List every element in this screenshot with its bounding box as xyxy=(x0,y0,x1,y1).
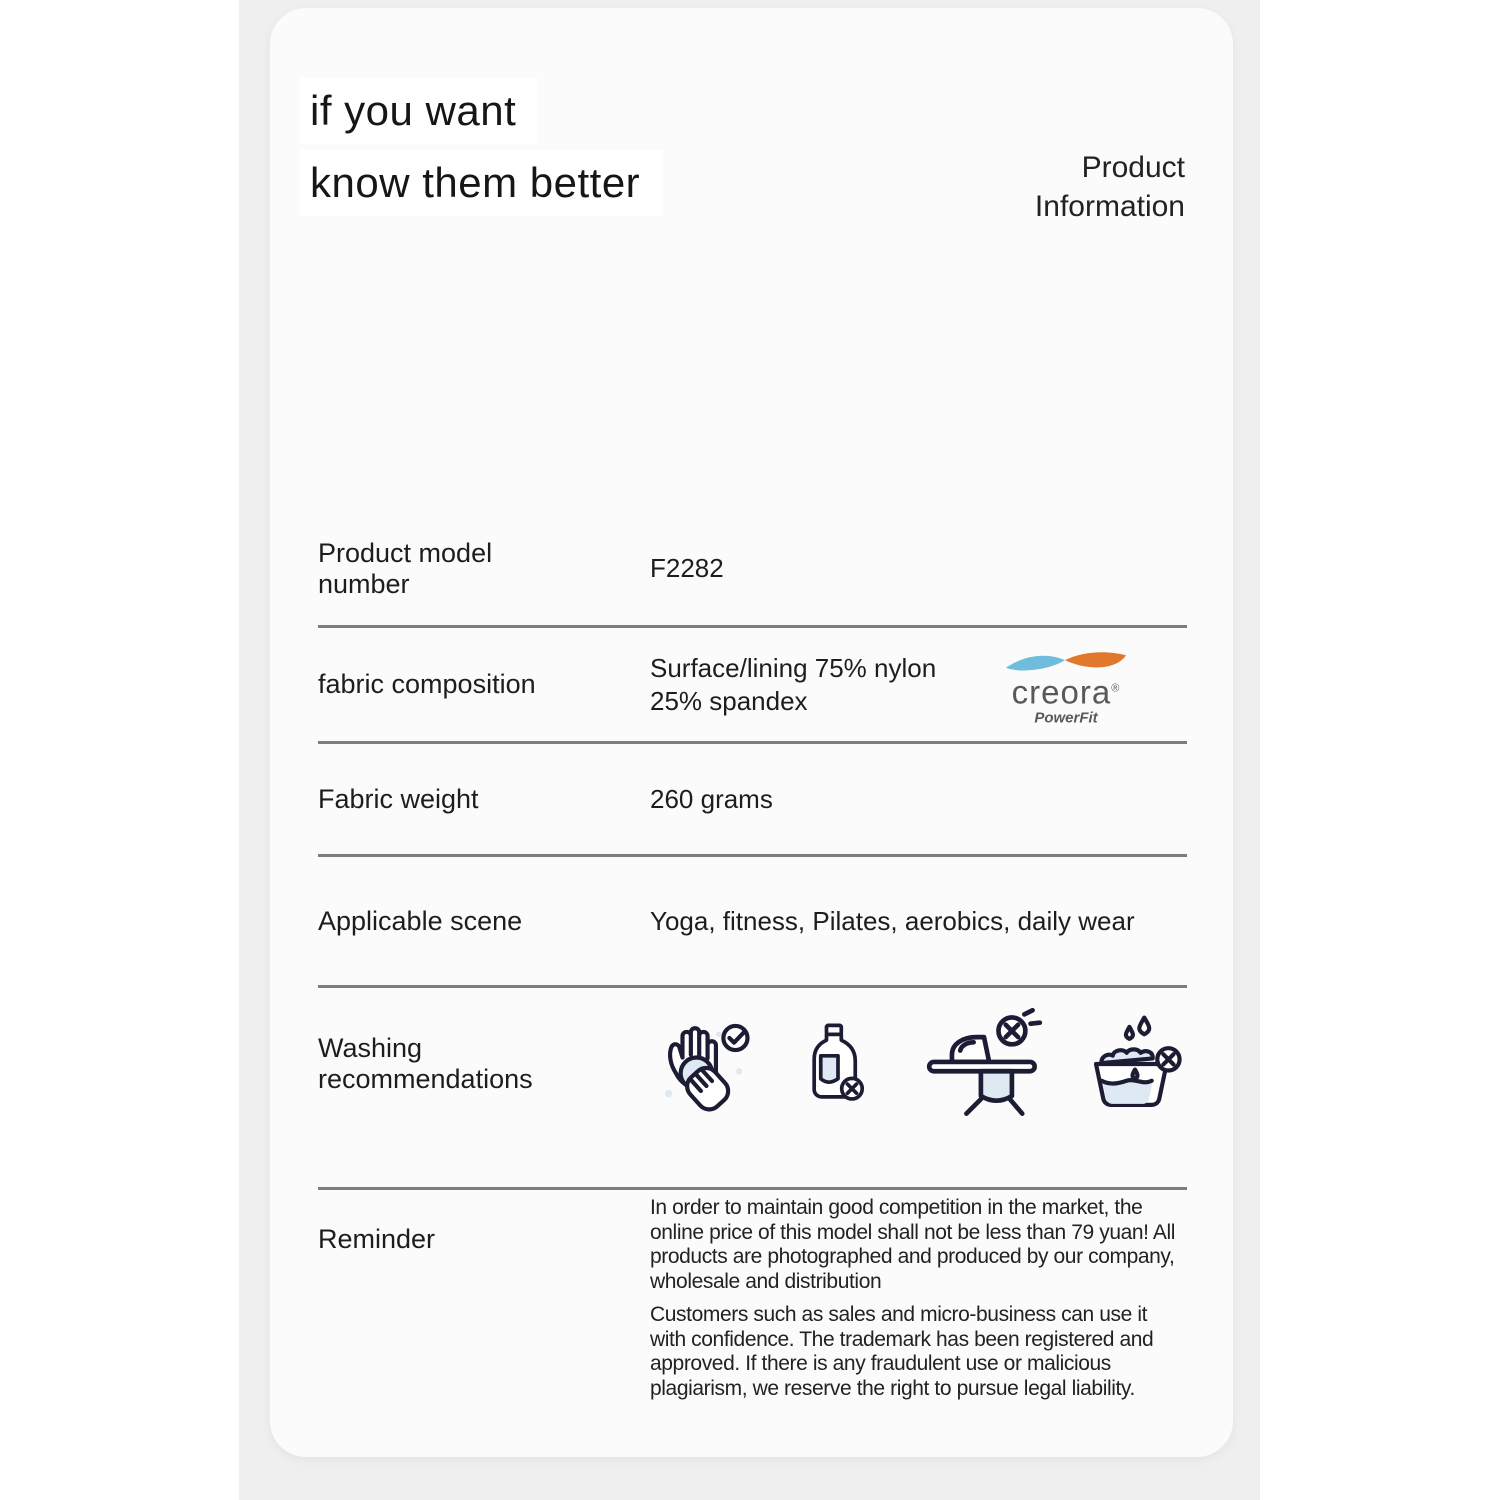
row-label: Applicable scene xyxy=(318,905,523,936)
table-row-fabric-weight xyxy=(318,744,1187,857)
title-line-2 xyxy=(300,150,662,216)
creora-powerfit-logo xyxy=(1000,649,1132,726)
row-value: 260 grams xyxy=(650,783,773,814)
section-title xyxy=(1035,148,1185,226)
section-title-line-1: Product xyxy=(1081,151,1185,184)
no-ironing-icon xyxy=(923,1008,1045,1120)
reminder-paragraph: Customers such as sales and micro-business can use it with confidence. The trademark has been registered and approved. If there is any fraudulent use or malicious plagiarism, we reserve the right to pursue legal liability. xyxy=(650,1303,1154,1400)
table-row-applicable-scene xyxy=(318,857,1187,988)
creora-brand-text: creora® xyxy=(1011,673,1121,711)
no-soaking-icon xyxy=(1083,1008,1187,1120)
table-row-fabric-composition xyxy=(318,628,1187,744)
creora-sub-text: PowerFit xyxy=(1034,709,1098,727)
table-row-washing-recommendations xyxy=(318,988,1187,1190)
registered-mark: ® xyxy=(1111,682,1121,695)
title-line-1 xyxy=(300,78,662,144)
gray-frame xyxy=(239,0,1260,1500)
page-title xyxy=(300,78,662,216)
section-title-line-2: Information xyxy=(1034,190,1185,223)
hand-wash-ok-icon xyxy=(650,1008,754,1120)
row-value: Surface/lining 75% nylon 25% spandex xyxy=(650,652,937,716)
row-value: Yoga, fitness, Pilates, aerobics, daily wear xyxy=(650,905,1135,936)
washing-icons xyxy=(650,1008,1187,1120)
row-label: fabric composition xyxy=(318,669,536,699)
row-label: Fabric weight xyxy=(318,783,479,814)
row-label: Washing recommendations xyxy=(318,1032,533,1094)
table-row-reminder xyxy=(318,1190,1187,1448)
row-label: Reminder xyxy=(318,1224,436,1254)
reminder-text xyxy=(650,1190,1187,1410)
product-info-card xyxy=(270,8,1233,1457)
no-bleach-icon xyxy=(792,1008,884,1120)
spec-table xyxy=(318,512,1187,1448)
row-value: F2282 xyxy=(650,553,724,583)
title-line-2-text: know them better xyxy=(300,150,662,216)
title-line-1-text: if you want xyxy=(300,78,538,144)
row-label: Product model number xyxy=(318,537,493,599)
reminder-paragraph: In order to maintain good competition in the market, the online price of this model shall not be less than 79 yuan! All products are photographed and produced by our company, wholesale and distribution xyxy=(650,1196,1176,1293)
table-row-model-number xyxy=(318,512,1187,628)
